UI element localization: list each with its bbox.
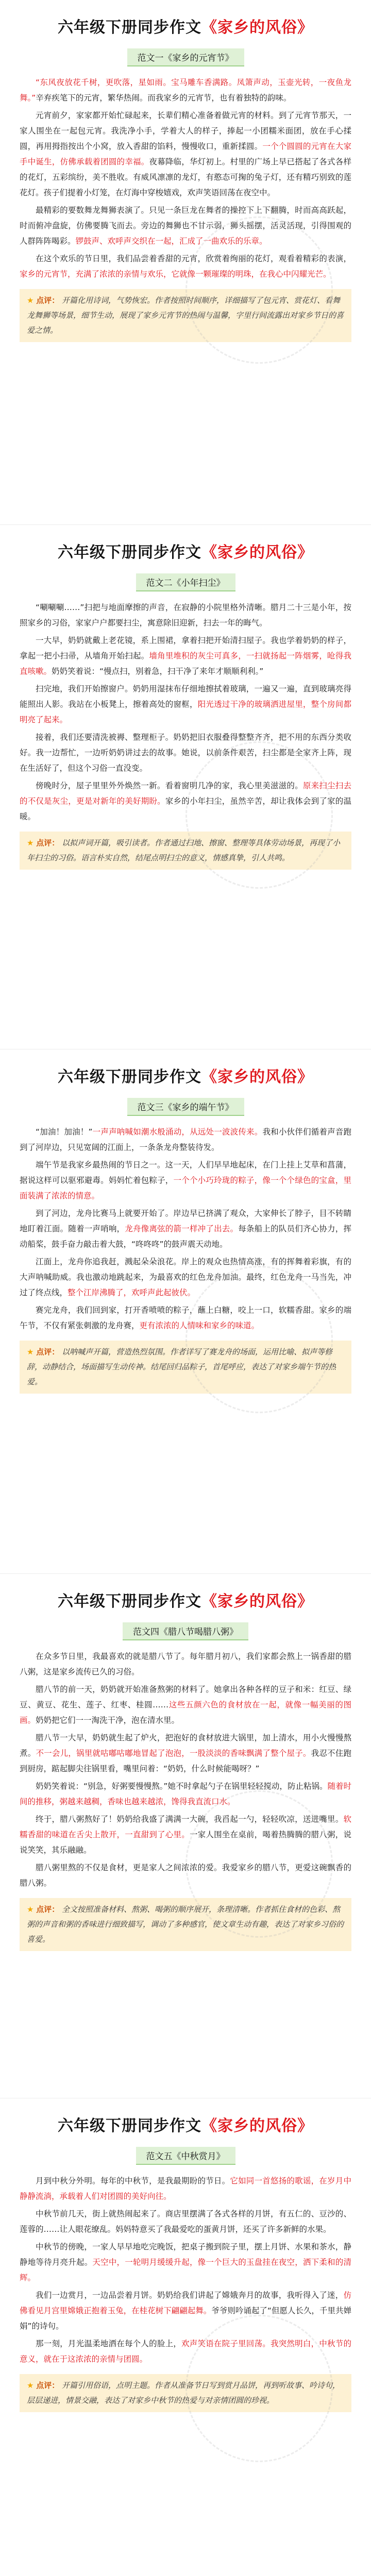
highlight-text: 更有浓浓的人情味和家乡的味道。 xyxy=(139,1321,260,1330)
highlight-text: 一声声呐喊如潮水般涌动，从远处一波波传来。 xyxy=(92,1127,263,1137)
body-text: 赛完龙舟，我们回到家，打开香喷喷的粽子，蘸上白糖，咬上一口，软糯香甜。家乡的端午节，不仅有紧张刺激的龙舟赛， xyxy=(20,1306,351,1330)
star-icon: ★ xyxy=(27,2381,34,2390)
highlight-text: 它如同一首悠扬的歌谣，在岁月中静静流淌，承载着人们对团圆的美好向往。 xyxy=(20,2176,351,2201)
highlight-text: 不一会儿，锅里就咕嘟咕嘟地冒起了泡泡，一股淡淡的香味飘满了整个屋子。 xyxy=(36,1749,311,1758)
body-text: 端午节是我家乡最热闹的节日之一。这一天，人们早早地起床，在门上挂上艾草和菖蒲，据说这样可以驱邪避毒。妈妈忙着包粽子， xyxy=(20,1160,351,1185)
body-text: 爷爷则吟诵起了“但愿人长久，千里共婵娟”的诗句。 xyxy=(20,2306,351,2331)
title-prefix: 六年级下册同步作文 xyxy=(58,544,201,562)
star-icon: ★ xyxy=(27,838,34,848)
highlight-text: 软糯香甜的味道在舌尖上散开，一直甜到了心里。 xyxy=(20,1815,351,1839)
sub-title: 范文二《小年扫尘》 xyxy=(136,573,235,591)
body-text: 腊八粥里熬的不仅是食材，更是家人之间浓浓的爱。我爱家乡的腊八节，更爱这碗飘香的腊八粥。 xyxy=(20,1863,351,1888)
comment-text: 以呐喊声开篇，营造热烈氛围。作者详写了赛龙舟的场面，运用比喻、拟声等修辞，动静结合，场面描写生动传神。结尾回归品粽子，首尾呼应，表达了对家乡端午节的热爱。 xyxy=(27,1347,336,1386)
comment-label: 点评： xyxy=(36,296,60,305)
body-text: 家乡的小年扫尘，虽然辛苦，却让我体会到了家的温暖。 xyxy=(20,796,351,821)
body-text: 在众多节日里，我最喜欢的就是腊八节了。每年腊月初八，我们家都会熬上一锅香甜的腊八粥，这是家乡流传已久的习俗。 xyxy=(20,1652,351,1676)
highlight-text: 欢声笑语在院子里回荡。我突然明白，中秋节的意义，就在于这浓浓的亲情与团圆。 xyxy=(20,2339,351,2364)
body-text: 每条船上的队员们齐心协力，挥动船桨，鼓手奋力敲击着大鼓，“咚咚咚”的鼓声震天动地。 xyxy=(20,1224,351,1249)
essay-body xyxy=(20,1124,351,1333)
title-main: 《家乡的风俗》 xyxy=(201,19,313,37)
comment-box xyxy=(20,289,351,342)
title-prefix: 六年级下册同步作文 xyxy=(58,1068,201,1086)
body-text: 江面上，龙舟你追我赶，溅起朵朵浪花。岸上的观众也热情高涨，有的挥舞着彩旗，有的大声呐喊助威。我也激动地跳起来，为最喜欢的红色龙舟加油。最终，红色龙舟一马当先，冲过了终点线， xyxy=(20,1257,351,1297)
paragraph xyxy=(20,1302,351,1333)
star-icon: ★ xyxy=(27,1905,34,1914)
essay-body xyxy=(20,2173,351,2367)
highlight-text: 整个江岸沸腾了，欢呼声此起彼伏。 xyxy=(68,1288,196,1297)
body-text: 在这个欢乐的节日里，我们品尝着香甜的元宵，欣赏着绚丽的花灯，观看着精彩的表演， xyxy=(36,254,351,263)
title-main: 《家乡的风俗》 xyxy=(201,544,313,562)
body-text: 最精彩的要数舞龙舞狮表演了。只见一条巨龙在舞者的操控下上下翻腾，时而高高跃起，时而俯冲盘旋，仿佛要腾飞而去。旁边的舞狮也不甘示弱，狮头摇摆，活灵活现，引得围观的人群阵阵喝彩。 xyxy=(20,206,351,246)
paragraph xyxy=(20,600,351,631)
highlight-text: 天空中，一轮明月缓缓升起，像一个巨大的玉盘挂在夜空，洒下柔和的清辉。 xyxy=(20,2258,351,2282)
paragraph xyxy=(20,1254,351,1300)
paragraph xyxy=(20,1778,351,1809)
comment-box xyxy=(20,1898,351,1951)
star-icon: ★ xyxy=(27,1347,34,1357)
highlight-text: 仿佛看见月宫里嫦娥正抱着玉兔，在桂花树下翩翩起舞。 xyxy=(20,2291,351,2315)
paragraph xyxy=(20,75,351,106)
paragraph xyxy=(20,2239,351,2285)
comment-text: 开篇引用俗语，点明主题。作者从准备节日写到赏月品饼，再到听故事、吟诗句，层层递进，情景交融，表达了对家乡中秋节的热爱与对亲情团圆的珍视。 xyxy=(27,2381,341,2405)
body-text: 一大早，奶奶就戴上老花镜，系上围裙，拿着扫把开始清扫屋子。我也学着奶奶的样子，拿起一把小扫帚，从墙角开始扫起。 xyxy=(20,636,351,660)
highlight-text: 一个个圆圆的元宵在大家手中诞生，仿佛承载着团圆的幸福。 xyxy=(20,142,351,166)
paragraph xyxy=(20,681,351,727)
highlight-text: 锣鼓声、欢呼声交织在一起，汇成了一曲欢乐的乐章。 xyxy=(75,236,267,246)
essay-section-2 xyxy=(0,524,371,1049)
sub-title-wrap xyxy=(20,573,351,591)
comment-label: 点评： xyxy=(36,1905,60,1914)
paragraph xyxy=(20,1124,351,1155)
comment-text: 全文按照准备材料、熬粥、喝粥的顺序展开，条理清晰。作者抓住食材的色彩、熬粥的声音和粥的香味进行细致描写，调动了多种感官，使文章生动有趣，表达了对家乡习俗的喜爱。 xyxy=(27,1905,344,1944)
paragraph xyxy=(20,1157,351,1204)
title-prefix: 六年级下册同步作文 xyxy=(58,2117,201,2135)
essay-body xyxy=(20,1649,351,1891)
comment-box xyxy=(20,832,351,870)
page-title xyxy=(20,18,351,38)
body-text: 接着，我们还要清洗被褥、整理柜子。奶奶把旧衣服叠得整整齐齐，把不用的东西分类收好。我一边帮忙，一边听奶奶讲过去的故事。她说，以前条件艰苦，扫尘都是全家齐上阵，现在生活好了，但这个习俗一直没变。 xyxy=(20,733,351,773)
comment-box xyxy=(20,2374,351,2412)
paragraph xyxy=(20,1649,351,1680)
sub-title: 范文五《中秋赏月》 xyxy=(136,2147,235,2165)
paragraph xyxy=(20,1811,351,1858)
page-title xyxy=(20,1591,351,1612)
title-main: 《家乡的风俗》 xyxy=(201,2117,313,2135)
essay-section-3 xyxy=(0,1049,371,1573)
paragraph xyxy=(20,2336,351,2367)
paragraph xyxy=(20,2173,351,2204)
page-title xyxy=(20,543,351,563)
body-text: 傍晚时分，屋子里里外外焕然一新。看着窗明几净的家，我心里美滋滋的。 xyxy=(36,781,303,790)
highlight-text: “东风夜放花千树，更吹落，星如雨。宝马雕车香满路。凤箫声动，玉壶光转，一夜鱼龙舞。” xyxy=(20,78,351,103)
title-prefix: 六年级下册同步作文 xyxy=(58,19,201,37)
body-text: 奶奶把它们一一淘洗干净，泡在清水里。 xyxy=(36,1716,180,1725)
body-text: 中秋节前几天，街上就热闹起来了。商店里摆满了各式各样的月饼，有五仁的、豆沙的、莲蓉的……让人眼花缭乱。妈妈特意买了我最爱吃的蛋黄月饼，还买了许多新鲜的水果。 xyxy=(20,2209,351,2234)
essay-body xyxy=(20,75,351,282)
body-text: 奶奶笑着说：“别急，好粥要慢慢熬。”她不时拿起勺子在锅里轻轻搅动，防止粘锅。 xyxy=(36,1782,328,1791)
body-text: 元宵前夕，家家都开始忙碌起来，长辈们精心准备着做元宵的材料。到了元宵节那天，一家人围坐在一起包元宵。我洗净小手，学着大人的样子，捧起一小团糯米面团，放在手心揉圆，再用拇指按出个小窝，放入香甜的馅料，慢慢收口，重新揉圆。 xyxy=(20,111,351,151)
essay-body xyxy=(20,600,351,824)
body-text: 月到中秋分外明。每年的中秋节，是我最期盼的节日。 xyxy=(36,2176,230,2185)
comment-text: 以拟声词开篇，吸引读者。作者通过扫地、擦窗、整理等具体劳动场景，再现了小年扫尘的习俗。语言朴实自然，结尾点明扫尘的意义，情感真挚，引人共鸣。 xyxy=(27,838,341,862)
sub-title: 范文四《腊八节喝腊八粥》 xyxy=(123,1622,248,1640)
body-text: 我们一边赏月，一边品尝着月饼。奶奶给我们讲起了嫦娥奔月的故事，我听得入了迷， xyxy=(36,2291,344,2300)
paragraph xyxy=(20,1682,351,1728)
sub-title: 范文三《家乡的端午节》 xyxy=(127,1098,244,1116)
body-text: 奶奶笑着说：“慢点扫，别着急，扫干净了来年才顺顺利利。” xyxy=(52,667,264,676)
title-main: 《家乡的风俗》 xyxy=(201,1592,313,1611)
sub-title-wrap xyxy=(20,48,351,66)
body-text: “加油！加油！” xyxy=(36,1127,93,1137)
body-text: 扫完地，我们开始擦窗户。奶奶用湿抹布仔细地擦拭着玻璃，一遍又一遍，直到玻璃亮得能照出人影。我站在小板凳上，擦着高处的窗框， xyxy=(20,684,351,709)
body-text: 我忍不住跑到厨房，踮起脚尖往锅里看，嘴里问着：“奶奶，什么时候能喝呀？” xyxy=(20,1749,351,1773)
paragraph xyxy=(20,108,351,200)
body-text: “唰唰唰……”扫把与地面摩擦的声音，在寂静的小院里格外清晰。腊月二十三是小年，按照家乡的习俗，家家户户都要扫尘，寓意除旧迎新，扫去一年的晦气。 xyxy=(20,603,351,628)
paragraph xyxy=(20,2206,351,2237)
highlight-text: 原来扫尘扫去的不仅是灰尘，更是对新年的美好期盼。 xyxy=(20,781,351,806)
essay-section-4 xyxy=(0,1573,371,2098)
highlight-text: 阳光透过干净的玻璃洒进屋里，整个房间都明亮了起来。 xyxy=(20,700,351,724)
paragraph xyxy=(20,1730,351,1776)
page-title xyxy=(20,2116,351,2137)
paragraph xyxy=(20,251,351,282)
sub-title-wrap xyxy=(20,2147,351,2165)
comment-label: 点评： xyxy=(36,1347,60,1357)
sub-title: 范文一《家乡的元宵节》 xyxy=(127,48,244,66)
highlight-text: 龙舟像离弦的箭一样冲了出去。 xyxy=(125,1224,239,1233)
body-text: 中秋节的傍晚，一家人早早地吃完晚饭，把桌子搬到院子里，摆上月饼、水果和茶水，静静地等待月亮升起。 xyxy=(20,2242,351,2267)
highlight-text: 一个个小巧玲珑的粽子，像一个个绿色的宝盒，里面装满了浓浓的情意。 xyxy=(20,1176,351,1200)
comment-label: 点评： xyxy=(36,838,60,848)
paragraph xyxy=(20,2287,351,2334)
sub-title-wrap xyxy=(20,1098,351,1116)
paragraph xyxy=(20,633,351,679)
highlight-text: 家乡的元宵节，充满了浓浓的亲情与欢乐，它就像一颗璀璨的明珠，在我心中闪耀光芒。 xyxy=(20,269,331,279)
body-text: 我和小伙伴们循着声音跑到了河岸边，只见宽阔的江面上，一条条龙舟整装待发。 xyxy=(20,1127,351,1152)
body-text: 那一刻，月光温柔地洒在每个人的脸上， xyxy=(36,2339,182,2348)
star-icon: ★ xyxy=(27,296,34,305)
page-title xyxy=(20,1067,351,1088)
paragraph xyxy=(20,1206,351,1252)
sub-title-wrap xyxy=(20,1622,351,1640)
body-text: 到了河边，龙舟比赛马上就要开始了。岸边早已挤满了观众，大家伸长了脖子，目不转睛地盯着江面。随着一声哨响， xyxy=(20,1209,351,1233)
paragraph xyxy=(20,730,351,776)
highlight-text: 随着时间的推移，粥越来越稠，香味也越来越浓，馋得我直流口水。 xyxy=(20,1782,351,1806)
paragraph xyxy=(20,778,351,824)
body-text: 辛弃疾笔下的元宵，繁华热闹。而我家乡的元宵节，也有着独特的韵味。 xyxy=(36,93,292,103)
body-text: 夜幕降临，华灯初上。村里的广场上早已搭起了各式各样的花灯，五彩缤纷，美不胜收。有威风凛凛的龙灯，有憨态可掬的兔子灯，还有精巧别致的莲花灯。孩子们提着小灯笼，在灯海中穿梭嬉戏，欢声笑语回荡在夜空中。 xyxy=(20,157,351,197)
title-prefix: 六年级下册同步作文 xyxy=(58,1592,201,1611)
essay-section-5 xyxy=(0,2098,371,2576)
highlight-text: 这些五颜六色的食材放在一起，就像一幅美丽的图画。 xyxy=(20,1700,351,1725)
comment-label: 点评： xyxy=(36,2381,60,2390)
title-main: 《家乡的风俗》 xyxy=(201,1068,313,1086)
body-text: 终于，腊八粥熬好了！奶奶给我盛了满满一大碗，我舀起一勺，轻轻吹凉，送进嘴里。 xyxy=(36,1815,344,1824)
essay-section-1 xyxy=(0,0,371,524)
comment-box xyxy=(20,1341,351,1394)
highlight-text: 墙角里堆积的灰尘可真多，一扫就扬起一阵烟雾，呛得我直咳嗽。 xyxy=(20,651,351,676)
paragraph xyxy=(20,1860,351,1891)
body-text: 腊八节一大早，奶奶就生起了炉火，把泡好的食材放进大锅里，加上清水，用小火慢慢熬煮。 xyxy=(20,1733,351,1758)
paragraph xyxy=(20,202,351,249)
body-text: 腊八节的前一天，奶奶就开始准备熬粥的材料了。她拿出各种各样的豆子和米：红豆、绿豆、黄豆、花生、莲子、红枣、桂圆…… xyxy=(20,1685,351,1709)
body-text: 一家人围坐在桌前，喝着热腾腾的腊八粥，说说笑笑，其乐融融。 xyxy=(20,1830,351,1855)
comment-text: 开篇化用诗词，气势恢宏。作者按照时间顺序，详细描写了包元宵、赏花灯、看舞龙舞狮等场景，细节生动，展现了家乡元宵节的热闹与温馨，字里行间流露出对家乡节日的喜爱之情。 xyxy=(27,296,344,335)
